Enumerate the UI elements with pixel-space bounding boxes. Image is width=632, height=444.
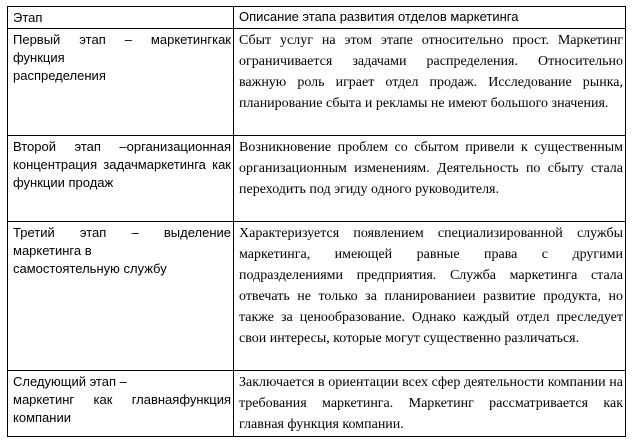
table-row xyxy=(8,222,626,371)
stage-text: Третий этап – выделение маркетинга в xyxy=(13,225,231,258)
stage-text: самостоятельную службу xyxy=(13,261,167,276)
stage-text: Следующий этап – xyxy=(13,374,127,389)
description-cell: Заключается в ориентации всех сфер деятельности компании на требования маркетинга. Маркетинг рассматривается как главная функция компании. xyxy=(234,371,626,437)
table-row xyxy=(8,371,626,437)
header-stage-cell: Этап xyxy=(8,7,234,29)
stage-cell xyxy=(8,222,234,371)
table-row xyxy=(8,136,626,222)
stage-cell xyxy=(8,371,234,437)
description-cell: Сбыт услуг на этом этапе относительно прост. Маркетинг ограничивается задачами распределения. Относительно важную роль играет отдел продаж. Исследование рынка, планирование сбыта и рекламы не имеют большого значения. xyxy=(234,29,626,136)
stage-text: Второй этап –организационная концентрация задачмаркетинга как функции продаж xyxy=(13,139,231,190)
stage-cell xyxy=(8,136,234,222)
stage-text: распределения xyxy=(13,68,106,83)
description-cell: Возникновение проблем со сбытом привели к существенным организационным изменениям. Деятельность по сбыту стала переходить под эгиду одного руководителя. xyxy=(234,136,626,222)
description-cell: Характеризуется появлением специализированной службы маркетинга, имеющей равные права с другими подразделениями предприятия. Служба маркетинга стала отвечать не только за планированиеи развитие продукта, но также за ценообразование. Однако каждый отдел преследует свои интересы, которые могут существенно различаться. xyxy=(234,222,626,371)
header-description-cell: Описание этапа развития отделов маркетинга xyxy=(234,7,626,29)
table-row xyxy=(8,29,626,136)
stage-cell xyxy=(8,29,234,136)
stage-text: маркетинг как главнаяфункция компании xyxy=(13,392,231,425)
marketing-stages-table xyxy=(7,6,626,437)
table-header-row xyxy=(8,7,626,29)
stage-text: Первый этап – маркетингкак функция xyxy=(13,32,231,65)
